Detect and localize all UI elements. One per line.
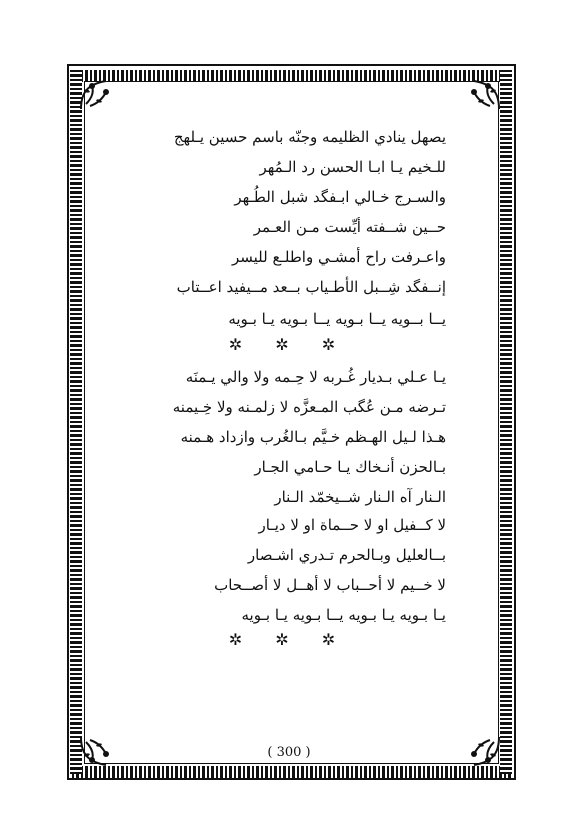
section-divider-stars: ✲ ✲ ✲: [228, 630, 350, 649]
poem-line: هـذا لـيل الهـظم خـيَّم بـالغُرب وازداد هـمنه: [180, 428, 446, 446]
poem-line: للـخيم يـا ابـا الحسن رد الـمُهر: [259, 158, 446, 176]
poem-line: والسـرج خـالي ابـفگد شبل الطُـهر: [234, 188, 446, 206]
poem-line: حــين شــفته أيِّست مـن العـمر: [253, 218, 446, 236]
poem-line: لا خــيم لا أحــباب لا أهــل لا أصــحاب: [214, 576, 446, 594]
poem-line: إنــفگد شِــبل الأطـياب بــعد مــيفيد اعــتاب: [176, 278, 446, 296]
corner-ornament-top-right: [468, 78, 502, 112]
poem-line: بـالحزن أنـخاك يـا حـامي الجـار: [254, 458, 446, 476]
poem-line: يــا بــويه يــا بـويه يــا بـويه يـا بـويه: [228, 310, 446, 328]
border-chain-bottom: [72, 766, 512, 778]
section-divider-stars: ✲ ✲ ✲: [228, 335, 350, 354]
poem-line: يـا عـلي بـديار غُـربه لا حِـمه ولا والي يـمنَه: [185, 368, 446, 386]
poem-line: يصهل ينادي الظليمه وجنّه باسم حسين يـلهج: [173, 128, 446, 146]
page-border-inner: [84, 81, 499, 764]
border-chain-left: [70, 70, 82, 774]
corner-ornament-top-left: [78, 78, 112, 112]
page-number: ( 300 ): [267, 745, 311, 760]
poem-line: يـا بـويه يـا بـويه يــا بـويه يـا بـويه: [241, 606, 446, 624]
poem-line: واعـرفت راح أمشـي واطلـع لليسر: [232, 248, 446, 266]
poem-line: لا كــفيل او لا حــماة او لا ديـار: [258, 516, 446, 534]
poem-line: الـنار آه الـنار شــيخمّد الـنار: [274, 488, 446, 506]
border-chain-right: [500, 70, 512, 774]
poem-line: بــالعليل وبـالحرم تـدري اشـصار: [247, 546, 446, 564]
poem-line: تـرضه مـن عُگب المـعزَّه لا زلمـنه ولا خِـيمنه: [172, 398, 446, 416]
